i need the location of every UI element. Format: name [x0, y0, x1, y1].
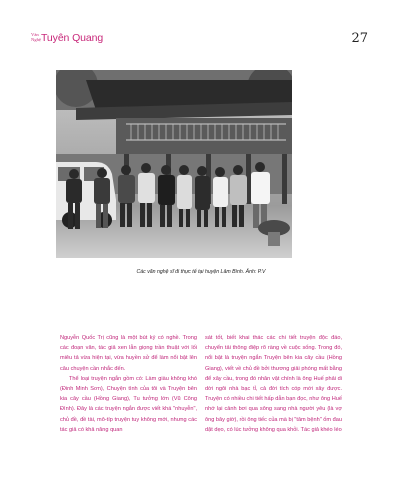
- article-column-left: [60, 333, 197, 435]
- group-photo: [56, 70, 292, 258]
- magazine-title: Tuyên Quang: [41, 32, 104, 44]
- page-number: 27: [351, 31, 368, 46]
- group-photo-image: [56, 70, 292, 258]
- article-column-right: [205, 333, 342, 435]
- photo-caption: Các văn nghệ sĩ đi thực tế tại huyện Lâm Bình. Ảnh: P.V: [136, 269, 266, 275]
- paragraph: Thể loại truyện ngắn gồm có: Làm giàu không khó (Đinh Minh Sơn), Chuyện tình của tôi và Truyện bên kia cây cầu (Hồng Giang), Tu tưởng lớn (Vũ Công Đình). Đây là các truyện ngắn được viết khá "nhuyễn", chủ đề, đề tài, mô-típ truyện tuy không mới, nhưng các tác giả có khả năng quan: [60, 375, 197, 433]
- paragraph: Nguyễn Quốc Trị cũng là một bút ký có nghề. Trong các đoạn văn, tác giả xen lẫn giọng trần thuật với lối miêu tả vừa hiện tại, vừa huyền sử để làm nổi bật lên câu chuyện cần nhắc đến.: [60, 335, 197, 372]
- masthead-small-word-2: Nghệ: [31, 37, 41, 42]
- masthead: [31, 32, 151, 48]
- paragraph: sát tốt, biết khai thác các chi tiết truyện độc đáo, chuyển tải thông điệp rõ ràng về cuộc sống. Trong đó, nổi bật là truyện ngắn Truyện bên kia cây cầu (Hồng Giang), viết về chủ đề bởi thương giải phóng mất bằng để xây cầu, trong đó nhân vật chính là ông Huế phải di dời ngôi nhà bạc tỉ, cả đời tích cóp mới xây được. Truyện có nhiều chi tiết hấp dẫn bạn đọc, như ông Huế nhớ lại cảnh bơi qua sông sang nhà người yêu (là vợ ông bây giờ), rồi ông tiếc của mà bị "tâm bệnh" ốm đau dặt dẹo, có lúc tưởng không qua khỏi. Tác giả khéo léo: [205, 335, 342, 433]
- masthead-small-word-1: Văn: [31, 32, 39, 37]
